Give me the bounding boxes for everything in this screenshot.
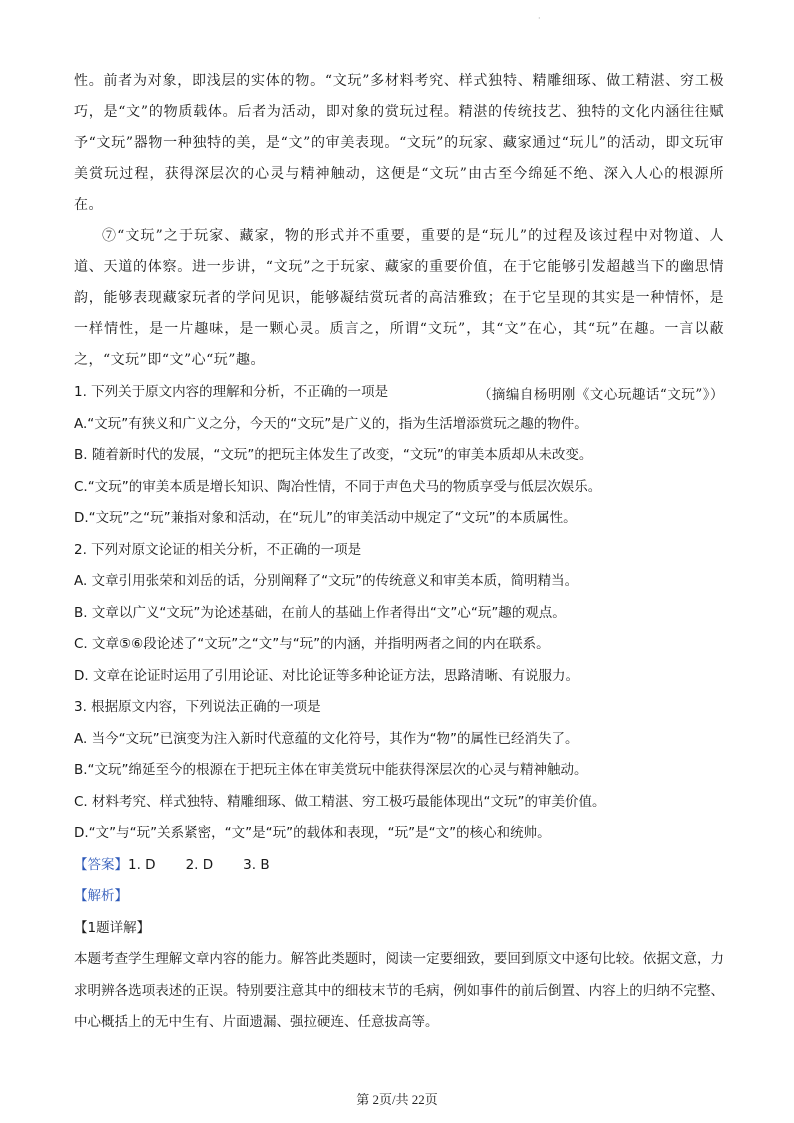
question-3-option-d: D.“文”与“玩”关系紧密，“文”是“玩”的载体和表现，“玩”是“文”的核心和统帅。 (74, 825, 551, 841)
passage-paragraph-7: ⑦“文玩”之于玩家、藏家，物的形式并不重要，重要的是“玩儿”的过程及该过程中对物道、人道、天道的体察。进一步讲，“文玩”之于玩家、藏家的重要价值，在于它能够引发超越当下的幽思情韵，能够表现藏家玩者的学问见识，能够凝结赏玩者的高洁雅致；在于它呈现的其实是一种情怀，是一样情性，是一片趣味，是一颗心灵。质言之，所谓“文玩”，其“文”在心，其“玩”在趣。一言以蔽之，“文玩”即“文”心“玩”趣。 (74, 228, 724, 368)
answer-3: 3. B (243, 856, 270, 873)
question-3-option-b: B.“文玩”绵延至今的根源在于把玩主体在审美赏玩中能获得深层次的心灵与精神触动。 (74, 762, 588, 778)
question-1-option-d: D.“文玩”之“玩”兼指对象和活动，在“玩儿”的审美活动中规定了“文玩”的本质属性。 (74, 510, 577, 526)
question-1-option-c: C.“文玩”的审美本质是增长知识、陶冶性情，不同于声色犬马的物质享受与低层次娱乐。 (74, 478, 602, 495)
question-3-option-c: C. 材料考究、样式独特、精雕细琢、做工精湛、穷工极巧最能体现出“文玩”的审美价值。 (74, 793, 606, 810)
question-2-stem: 2. 下列对原文论证的相关分析，不正确的一项是 (74, 541, 362, 558)
passage-paragraph-1: 性。前者为对象，即浅层的实体的物。“文玩”多材料考究、样式独特、精雕细琢、做工精湛、穷工极巧，是“文”的物质载体。后者为活动，即对象的赏玩过程。精湛的传统技艺、独特的文化内涵往往赋予“文玩”器物一种独特的美，是“文”的审美表现。“文玩”的玩家、藏家通过“玩儿”的活动，即文玩审美赏玩过程，获得深层次的心灵与精神触动，这便是“文玩”由古至今绵延不绝、深入人心的根源所在。 (74, 73, 724, 213)
analysis-text: 本题考查学生理解文章内容的能力。解答此类题时，阅读一定要细致，要回到原文中逐句比较。依据文意，力求明辨各选项表述的正误。特别要注意其中的细枝末节的毛病，例如事件的前后倒置、内容上的归纳不完整、中心概括上的无中生有、片面遗漏、强拉硬连、任意拔高等。 (74, 951, 724, 1030)
page-mark: · (538, 14, 541, 23)
answer-row (74, 850, 724, 882)
question-1-option-b: B. 随着新时代的发展，“文玩”的把玩主体发生了改变，“文玩”的审美本质却从未改变。 (74, 447, 593, 463)
answer-2: 2. D (185, 856, 214, 873)
question-1-stem: 1. 下列关于原文内容的理解和分析，不正确的一项是 (74, 384, 389, 400)
questions-section (74, 377, 724, 1039)
question-2-option-d: D. 文章在论证时运用了引用论证、对比论证等多种论证方法，思路清晰、有说服力。 (74, 667, 579, 684)
passage (74, 66, 724, 411)
analysis-subheading: 【1题详解】 (74, 919, 151, 936)
analysis-tag: 【解析】 (74, 888, 128, 904)
question-1-option-a: A.“文玩”有狭义和广义之分，今天的“文玩”是广义的，指为生活增添赏玩之趣的物件。 (74, 415, 588, 432)
question-2-option-b: B. 文章以广义“文玩”为论述基础，在前人的基础上作者得出“文”心“玩”趣的观点。 (74, 604, 566, 621)
question-3-stem: 3. 根据原文内容，下列说法正确的一项是 (74, 699, 321, 715)
page-footer: 第 2页/共 22页 (356, 1092, 438, 1107)
passage-source: （摘编自杨明刚《文心玩趣话“文玩”》） (477, 387, 724, 403)
question-2-option-a: A. 文章引用张荣和刘岳的话，分别阐释了“文玩”的传统意义和审美本质，简明精当。 (74, 573, 579, 589)
answer-tag: 【答案】 (74, 856, 128, 873)
answer-1: 1. D (128, 856, 156, 873)
question-3-option-a: A. 当今“文玩”已演变为注入新时代意蕴的文化符号，其作为“物”的属性已经消失了。 (74, 730, 579, 747)
question-2-option-c: C. 文章⑤⑥段论述了“文玩”之“文”与“玩”的内涵，并指明两者之间的内在联系。 (74, 636, 550, 652)
